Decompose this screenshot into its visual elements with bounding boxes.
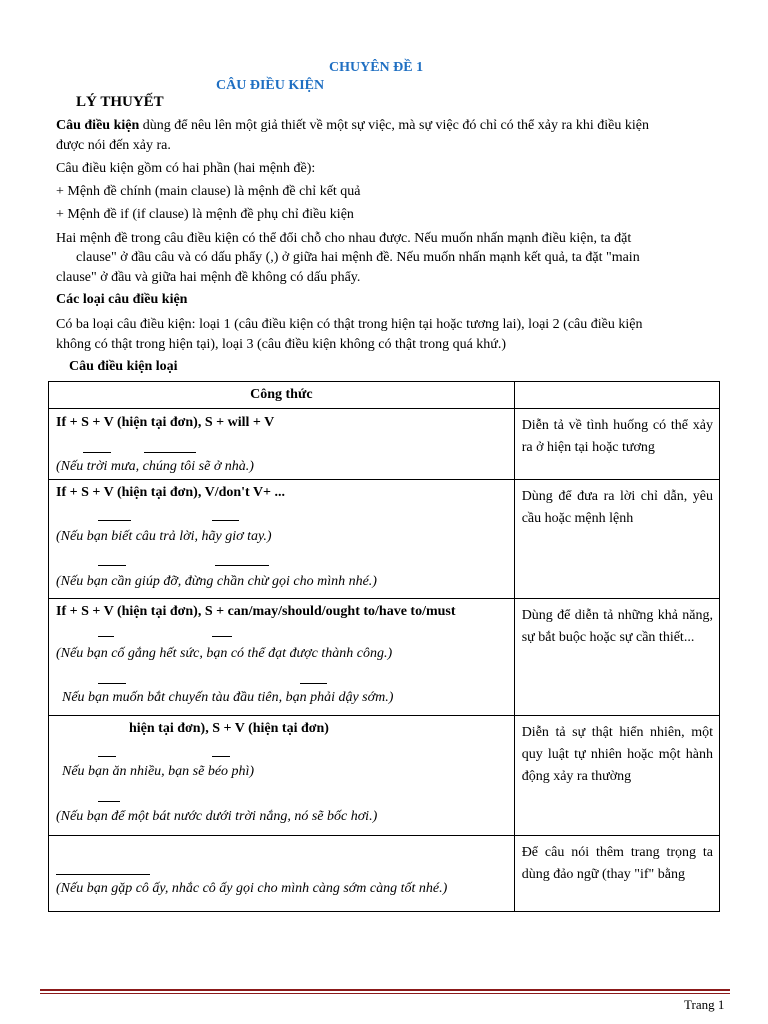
types-line1: Có ba loại câu điều kiện: loại 1 (câu điều kiện có thật trong hiện tại hoặc tương lai), loại 2 (câu điều kiện: [56, 317, 643, 332]
conditional-table: [48, 381, 720, 912]
example-text: (Nếu bạn cần giúp đỡ, đừng chần chừ gọi cho mình nhé.): [56, 574, 377, 589]
header-formula: Công thức: [49, 382, 515, 409]
example-text: Nếu bạn ăn nhiều, bạn sẽ béo phì): [62, 764, 255, 779]
table-header-row: [49, 382, 720, 409]
blank-line: [212, 520, 239, 521]
definition-text: dùng để nêu lên một giả thiết về một sự việc, mà sự việc đó chỉ có thể xảy ra khi điều kiện: [139, 118, 649, 133]
formula-cell: [49, 480, 515, 599]
swap-line2: clause" ở đầu câu và có dấu phẩy (,) ở giữa hai mệnh đề. Nếu muốn nhấn mạnh kết quả, ta đặt "main: [76, 250, 640, 265]
example-text: (Nếu trời mưa, chúng tôi sẽ ở nhà.): [56, 459, 254, 474]
usage-cell: [514, 836, 719, 912]
blank-line: [98, 565, 126, 566]
footer-rule: [40, 989, 730, 991]
blank-line: [300, 683, 327, 684]
blank-line: [98, 801, 120, 802]
types-line2: không có thật trong hiện tại), loại 3 (câu điều kiện không có thật trong quá khứ.): [56, 337, 507, 352]
definition-line1: [56, 116, 649, 136]
usage-text: Dùng để đưa ra lời chỉ dẫn, yêu cầu hoặc mệnh lệnh: [521, 489, 713, 526]
example-text: (Nếu bạn cố gắng hết sức, bạn có thể đạt được thành công.): [56, 646, 393, 661]
usage-text: Diễn tả sự thật hiển nhiên, một quy luật tự nhiên hoặc một hành động xảy ra thường: [521, 725, 713, 784]
usage-text: Diễn tả về tình huống có thể xảy ra ở hiện tại hoặc tương: [521, 418, 713, 455]
lesson-title: CÂU ĐIỀU KIỆN: [216, 78, 325, 93]
header-usage: [514, 382, 719, 409]
example-text: (Nếu bạn gặp cô ấy, nhắc cô ấy gọi cho mình càng sớm càng tốt nhé.): [56, 881, 448, 896]
table-row: [49, 716, 720, 836]
blank-line: [144, 452, 196, 453]
formula-cell: [49, 599, 515, 716]
formula-cell: [49, 716, 515, 836]
example-text: (Nếu bạn biết câu trả lời, hãy giơ tay.): [56, 529, 272, 544]
blank-line: [98, 756, 116, 757]
example-text: (Nếu bạn để một bát nước dưới trời nắng, nó sẽ bốc hơi.): [56, 809, 378, 824]
formula-text: If + S + V (hiện tại đơn), S + will + V: [56, 415, 275, 430]
formula-text: If + S + V (hiện tại đơn), V/don't V+ ...: [56, 485, 286, 500]
blank-line: [98, 636, 114, 637]
formula-text: hiện tại đơn), S + V (hiện tại đơn): [129, 721, 329, 736]
table-row: [49, 409, 720, 480]
part-if-clause: + Mệnh đề if (if clause) là mệnh đề phụ chỉ điều kiện: [56, 207, 354, 222]
theory-heading: LÝ THUYẾT: [76, 94, 164, 110]
page-number: Trang 1: [684, 997, 725, 1012]
usage-text: Dùng để diễn tả những khả năng, sự bắt buộc hoặc sự cần thiết...: [521, 608, 713, 645]
formula-text: If + S + V (hiện tại đơn), S + can/may/should/ought to/have to/must: [56, 604, 456, 619]
formula-cell: [49, 409, 515, 480]
definition-line2: được nói đến xảy ra.: [56, 138, 171, 153]
blank-line: [212, 756, 230, 757]
blank-line: [215, 565, 269, 566]
formula-cell: [49, 836, 515, 912]
usage-cell: [514, 716, 719, 836]
table-row: [49, 836, 720, 912]
usage-text: Để câu nói thêm trang trọng ta dùng đảo ngữ (thay "if" bằng: [521, 845, 713, 882]
topic-title: CHUYÊN ĐỀ 1: [329, 60, 424, 75]
blank-line: [212, 636, 232, 637]
table-row: [49, 599, 720, 716]
table-row: [49, 480, 720, 599]
parts-intro: Câu điều kiện gồm có hai phần (hai mệnh đề):: [56, 161, 316, 176]
swap-line1: Hai mệnh đề trong câu điều kiện có thể đổi chỗ cho nhau được. Nếu muốn nhấn mạnh điều kiện, ta đặt: [56, 231, 632, 246]
usage-cell: [514, 480, 719, 599]
example-text: Nếu bạn muốn bắt chuyến tàu đầu tiên, bạn phải dậy sớm.): [62, 690, 394, 705]
usage-cell: [514, 409, 719, 480]
definition-term: Câu điều kiện: [56, 118, 140, 133]
part-main-clause: + Mệnh đề chính (main clause) là mệnh đề chỉ kết quả: [56, 184, 361, 199]
swap-line3: clause" ở đầu và giữa hai mệnh đề không có dấu phẩy.: [56, 270, 361, 285]
usage-cell: [514, 599, 719, 716]
blank-line: [56, 874, 150, 875]
types-heading: Các loại câu điều kiện: [56, 292, 188, 307]
footer-rule-thin: [40, 993, 730, 994]
types-subheading: Câu điều kiện loại: [69, 359, 178, 374]
blank-line: [98, 683, 126, 684]
blank-line: [98, 520, 131, 521]
blank-line: [83, 452, 111, 453]
